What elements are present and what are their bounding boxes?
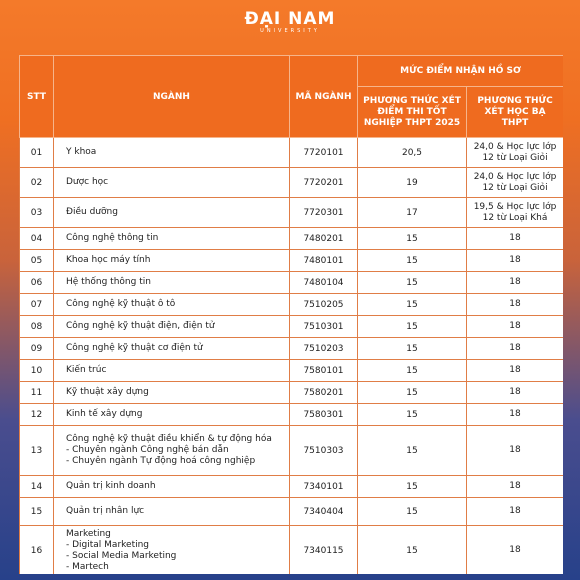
table-row <box>20 272 564 294</box>
table-row <box>20 404 564 426</box>
cell-hocba-score: 24,0 & Học lực lớp 12 từ Loại Giỏi <box>467 168 564 198</box>
cell-thpt-score: 15 <box>358 526 467 575</box>
cell-stt: 16 <box>20 526 54 575</box>
cell-major <box>54 526 290 575</box>
header-major: NGÀNH <box>54 56 290 138</box>
cell-hocba-score: 18 <box>467 526 564 575</box>
major-specialization: - Martech <box>66 561 109 572</box>
cell-hocba-score: 18 <box>467 404 564 426</box>
table-row <box>20 382 564 404</box>
table-row <box>20 316 564 338</box>
table-row <box>20 426 564 476</box>
cell-code: 7480101 <box>290 250 358 272</box>
cell-major <box>54 360 290 382</box>
table-body <box>20 138 564 575</box>
cell-stt: 02 <box>20 168 54 198</box>
cell-thpt-score: 20,5 <box>358 138 467 168</box>
cell-major <box>54 316 290 338</box>
major-name: Quản trị kinh doanh <box>66 481 156 491</box>
cell-code: 7580201 <box>290 382 358 404</box>
cell-thpt-score: 17 <box>358 198 467 228</box>
table-row <box>20 338 564 360</box>
cell-hocba-score: 18 <box>467 228 564 250</box>
cell-code: 7480104 <box>290 272 358 294</box>
cell-code: 7580301 <box>290 404 358 426</box>
cell-thpt-score: 15 <box>358 382 467 404</box>
cell-major <box>54 476 290 498</box>
header-method-thpt: PHƯƠNG THỨC XÉT ĐIỂM THI TỐT NGHIỆP THPT 2025 <box>358 87 467 138</box>
cell-thpt-score: 15 <box>358 404 467 426</box>
cell-major <box>54 168 290 198</box>
table-row <box>20 138 564 168</box>
major-name: Điều dưỡng <box>66 207 118 217</box>
table-row <box>20 360 564 382</box>
cell-thpt-score: 15 <box>358 272 467 294</box>
cell-major <box>54 338 290 360</box>
cell-code: 7510203 <box>290 338 358 360</box>
major-name: Công nghệ kỹ thuật cơ điện tử <box>66 343 203 353</box>
major-name: Kiến trúc <box>66 365 107 375</box>
major-name: Công nghệ kỹ thuật ô tô <box>66 299 176 309</box>
major-name: Quản trị nhân lực <box>66 506 145 516</box>
cell-hocba-score: 18 <box>467 250 564 272</box>
cell-thpt-score: 15 <box>358 338 467 360</box>
major-specialization: - Digital Marketing <box>66 539 150 550</box>
major-specialization: - Chuyên ngành Công nghệ bán dẫn <box>66 445 229 455</box>
brand-subtitle: UNIVERSITY <box>260 28 320 34</box>
table-row <box>20 476 564 498</box>
cell-major <box>54 250 290 272</box>
cell-major <box>54 426 290 476</box>
cell-code: 7510301 <box>290 316 358 338</box>
cell-thpt-score: 19 <box>358 168 467 198</box>
major-name: Kinh tế xây dựng <box>66 409 143 419</box>
cell-thpt-score: 15 <box>358 498 467 526</box>
table-row <box>20 498 564 526</box>
major-name: Marketing <box>66 528 111 539</box>
table-row <box>20 294 564 316</box>
table-row <box>20 250 564 272</box>
major-specialization: - Chuyên ngành Tự động hoá công nghiệp <box>66 456 256 466</box>
cell-hocba-score: 18 <box>467 382 564 404</box>
cell-code: 7340404 <box>290 498 358 526</box>
cell-stt: 05 <box>20 250 54 272</box>
table-row <box>20 228 564 250</box>
cell-stt: 13 <box>20 426 54 476</box>
major-name: Hệ thống thông tin <box>66 277 151 287</box>
cell-thpt-score: 15 <box>358 294 467 316</box>
cell-stt: 06 <box>20 272 54 294</box>
table-row <box>20 526 564 575</box>
cell-hocba-score: 18 <box>467 360 564 382</box>
header-score-group: MỨC ĐIỂM NHẬN HỒ SƠ <box>358 56 564 87</box>
cell-stt: 11 <box>20 382 54 404</box>
cell-code: 7340115 <box>290 526 358 575</box>
cell-major <box>54 272 290 294</box>
table-row <box>20 168 564 198</box>
cell-code: 7480201 <box>290 228 358 250</box>
admission-table-container <box>19 55 563 574</box>
major-name: Dược học <box>66 177 109 187</box>
cell-code: 7720101 <box>290 138 358 168</box>
cell-code: 7340101 <box>290 476 358 498</box>
cell-hocba-score: 24,0 & Học lực lớp 12 từ Loại Giỏi <box>467 138 564 168</box>
cell-stt: 12 <box>20 404 54 426</box>
cell-hocba-score: 18 <box>467 498 564 526</box>
admission-score-table <box>19 55 563 574</box>
cell-major <box>54 404 290 426</box>
major-name: Công nghệ kỹ thuật điều khiển & tự động hóa <box>66 434 272 444</box>
header-stt: STT <box>20 56 54 138</box>
cell-stt: 07 <box>20 294 54 316</box>
major-name: Công nghệ kỹ thuật điện, điện tử <box>66 321 215 331</box>
header-code: MÃ NGÀNH <box>290 56 358 138</box>
cell-code: 7720301 <box>290 198 358 228</box>
cell-major <box>54 498 290 526</box>
cell-hocba-score: 18 <box>467 338 564 360</box>
cell-code: 7580101 <box>290 360 358 382</box>
cell-thpt-score: 15 <box>358 228 467 250</box>
major-name: Y khoa <box>66 147 97 157</box>
cell-stt: 03 <box>20 198 54 228</box>
cell-stt: 10 <box>20 360 54 382</box>
cell-major <box>54 198 290 228</box>
university-logo <box>0 10 580 35</box>
cell-stt: 04 <box>20 228 54 250</box>
major-name: Khoa học máy tính <box>66 255 151 265</box>
cell-hocba-score: 18 <box>467 294 564 316</box>
cell-hocba-score: 19,5 & Học lực lớp 12 từ Loại Khá <box>467 198 564 228</box>
major-name: Kỹ thuật xây dựng <box>66 387 149 397</box>
cell-stt: 09 <box>20 338 54 360</box>
cell-major <box>54 382 290 404</box>
cell-major <box>54 138 290 168</box>
cell-major <box>54 294 290 316</box>
cell-hocba-score: 18 <box>467 316 564 338</box>
cell-thpt-score: 15 <box>358 426 467 476</box>
cell-stt: 15 <box>20 498 54 526</box>
cell-stt: 08 <box>20 316 54 338</box>
table-row <box>20 198 564 228</box>
cell-code: 7510303 <box>290 426 358 476</box>
cell-code: 7510205 <box>290 294 358 316</box>
cell-hocba-score: 18 <box>467 426 564 476</box>
major-specialization: - Social Media Marketing <box>66 550 177 561</box>
cell-hocba-score: 18 <box>467 476 564 498</box>
cell-hocba-score: 18 <box>467 272 564 294</box>
cell-thpt-score: 15 <box>358 476 467 498</box>
cell-thpt-score: 15 <box>358 250 467 272</box>
cell-major <box>54 228 290 250</box>
header-method-hocba: PHƯƠNG THỨC XÉT HỌC BẠ THPT <box>467 87 564 138</box>
cell-code: 7720201 <box>290 168 358 198</box>
cell-thpt-score: 15 <box>358 316 467 338</box>
cell-stt: 14 <box>20 476 54 498</box>
cell-thpt-score: 15 <box>358 360 467 382</box>
cell-stt: 01 <box>20 138 54 168</box>
brand-name: ĐẠI NAM <box>244 9 336 29</box>
major-name: Công nghệ thông tin <box>66 233 159 243</box>
